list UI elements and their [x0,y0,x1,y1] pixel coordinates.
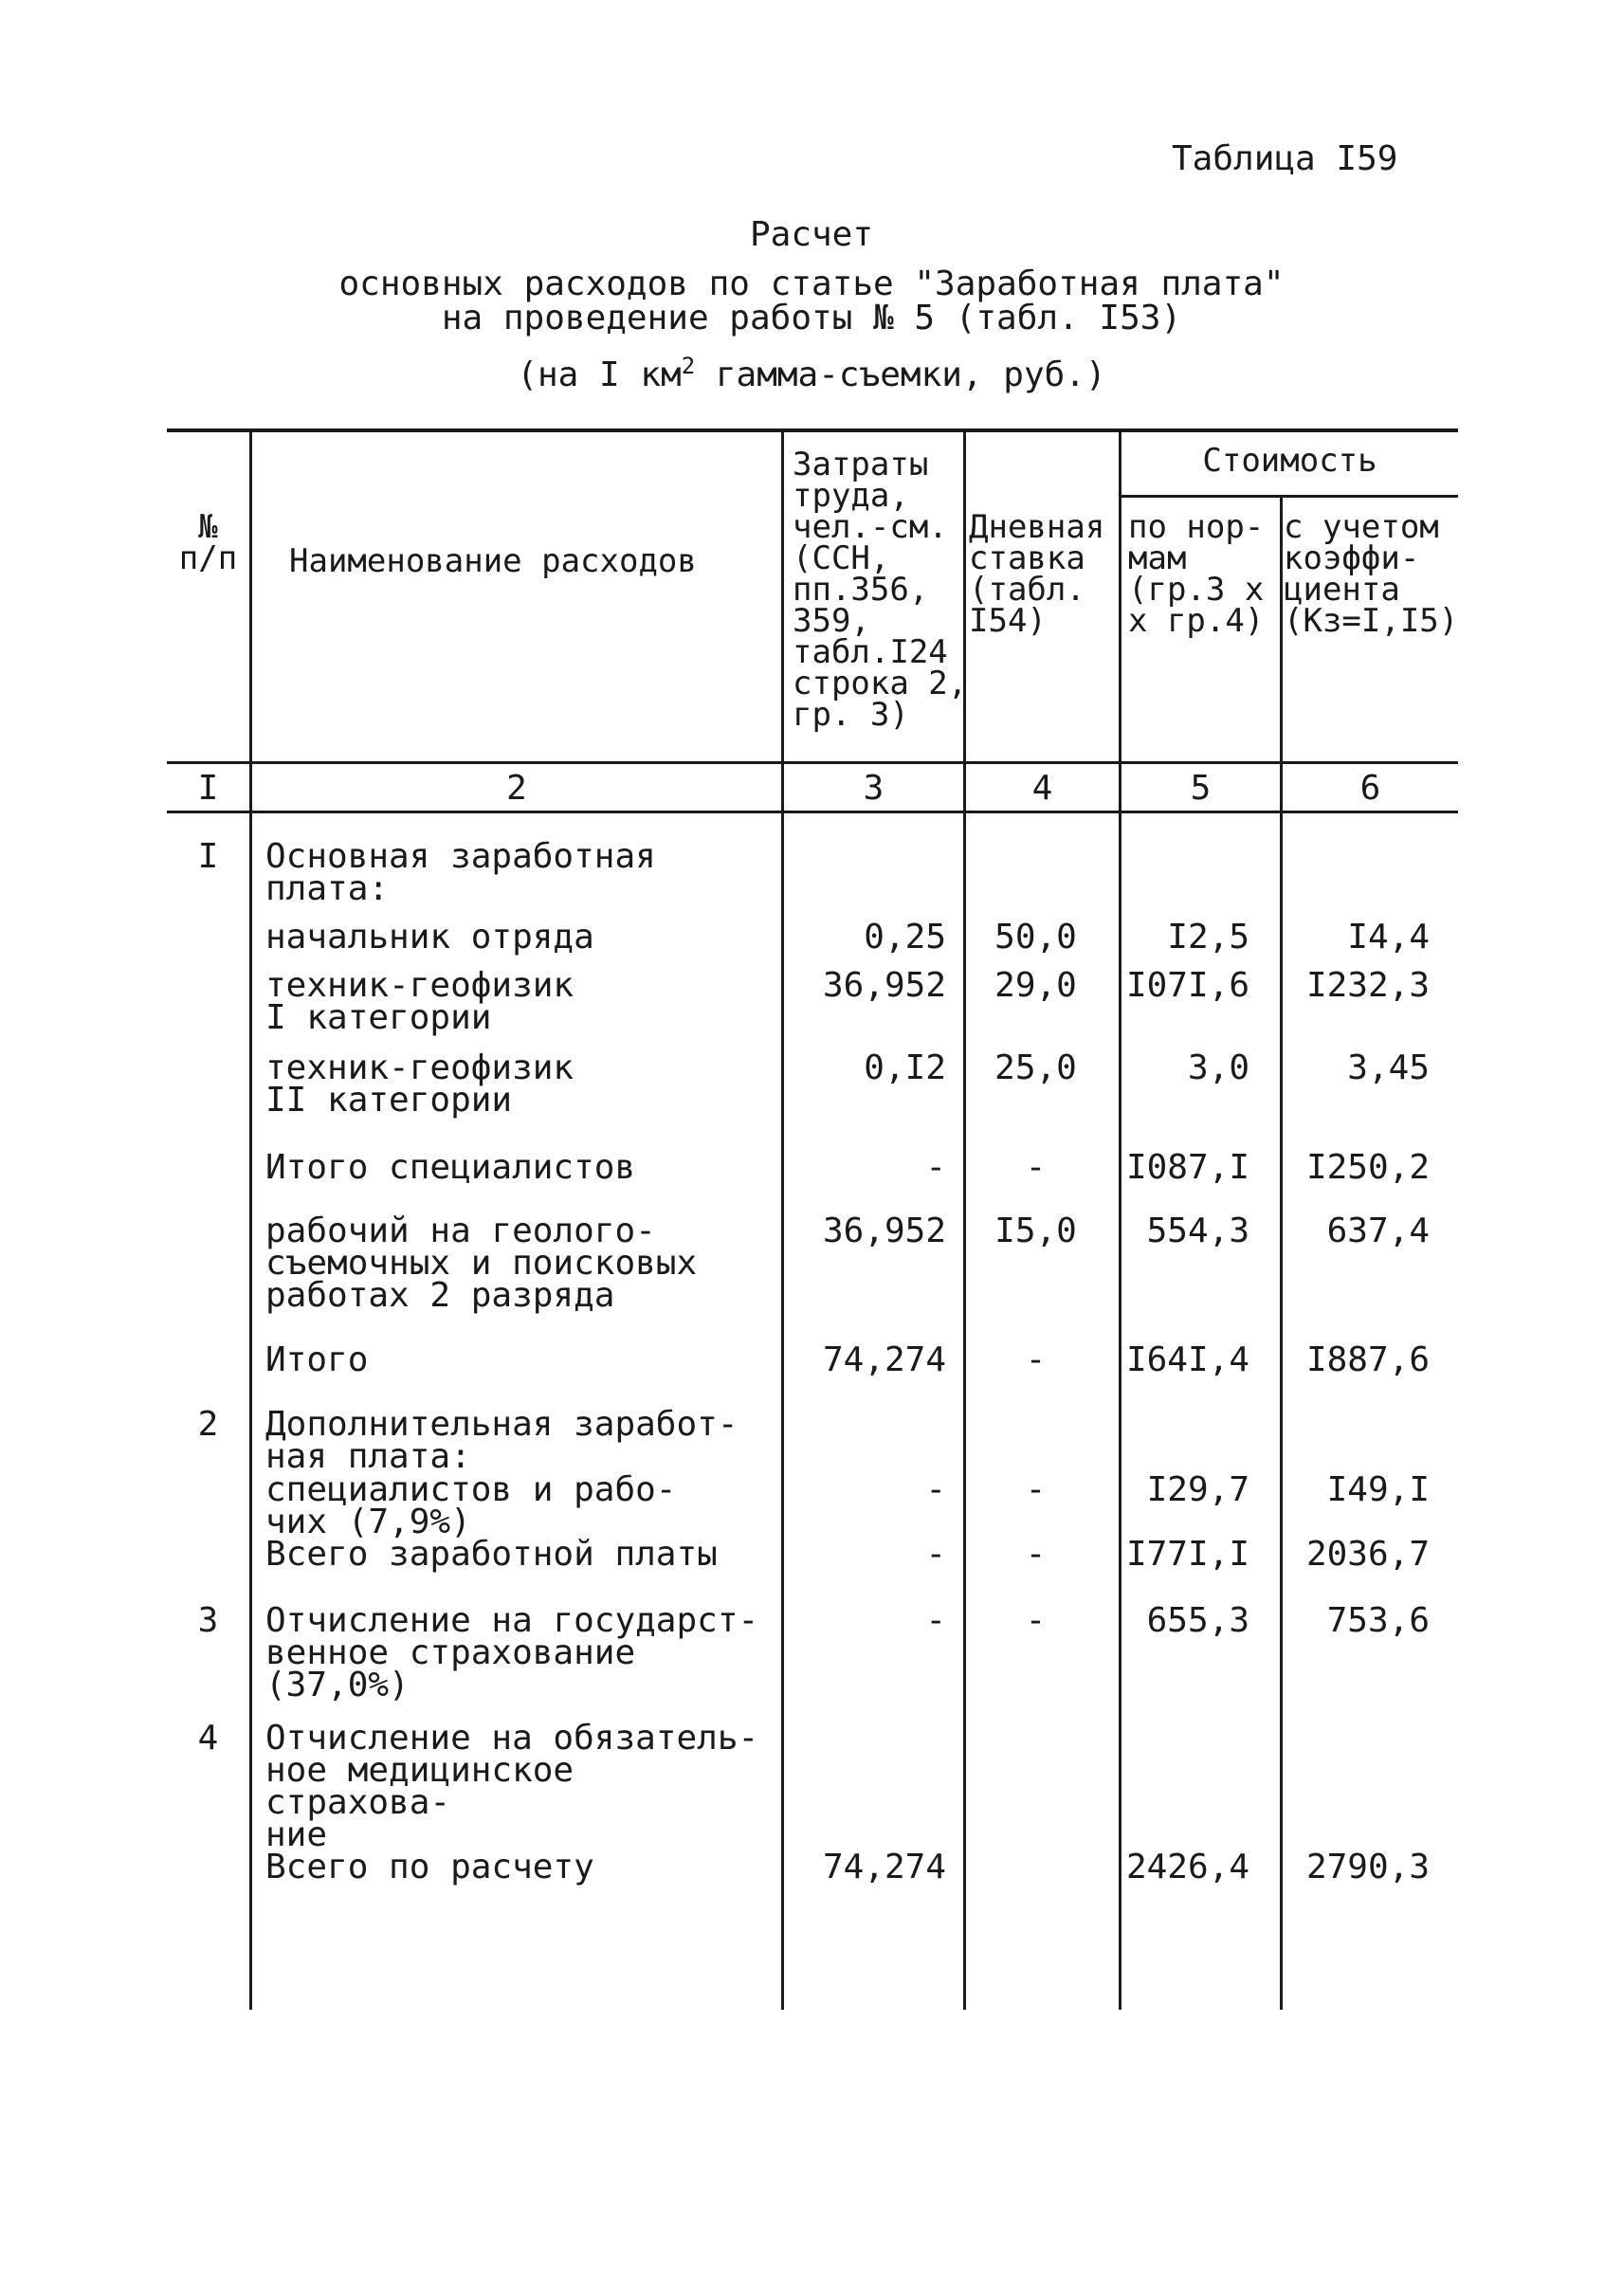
cell-coef: I887,6 [1305,1340,1430,1379]
cell-name: Итого [265,1340,369,1379]
cell-name: Отчисление на государст- венное страхование (37,0%) [265,1601,759,1704]
cell-norm: I07I,6 [1125,966,1249,1005]
cell-num: 4 [197,1719,219,1758]
cell-name: техник-геофизик II категории [265,1048,574,1120]
column-number-5: 5 [1190,769,1212,808]
cell-labor: - [925,1470,946,1509]
cell-rate: 25,0 [994,1048,1077,1087]
cell-name: Дополнительная заработ- ная плата: [265,1405,739,1476]
cell-coef: 637,4 [1326,1212,1430,1250]
cell-norm: 3,0 [1187,1048,1249,1087]
title-line-2: основных расходов по статье "Заработная плата" [338,264,1285,303]
col-header-rate: Дневная ставка (табл. I54) [969,508,1105,640]
cell-labor: 74,274 [822,1848,946,1886]
title-line-4 [0,347,1623,394]
cell-norm: I64I,4 [1125,1340,1249,1379]
col-header-cost-coef: с учетом коэффи- циента (Кз=I,I5) [1284,508,1459,640]
cell-coef: I4,4 [1347,918,1430,957]
cell-rate: - [1025,1340,1047,1379]
cell-norm: I087,I [1125,1148,1249,1187]
cell-coef: I232,3 [1305,966,1430,1005]
cell-name: специалистов и рабо- чих (7,9%) [265,1470,677,1541]
cell-norm: I77I,I [1125,1535,1249,1574]
cell-num: I [197,837,219,876]
rule-cost-group [1119,495,1458,498]
col-header-cost-group: Стоимость [1202,442,1377,480]
column-number-2: 2 [506,769,527,808]
cell-name: начальник отряда [265,918,594,957]
title-line-1: Расчет [749,215,874,254]
col-header-num: № п/п [178,508,238,577]
title-line-4-b: гамма-съемки, руб.) [695,355,1106,394]
title-line-4-a: (на I км [517,355,682,394]
cell-coef: 3,45 [1347,1048,1430,1087]
cell-coef: 2790,3 [1305,1848,1430,1886]
cell-name: Отчисление на обязатель- ное медицинское страхова- ние [265,1719,759,1854]
rule-top [167,428,1458,432]
cell-rate: - [1025,1148,1047,1187]
cell-rate: - [1025,1601,1047,1640]
cell-labor: 36,952 [822,966,946,1005]
cell-norm: 554,3 [1146,1212,1249,1250]
cell-name: Всего заработной платы [265,1535,718,1574]
cell-rate: - [1025,1535,1047,1574]
cell-norm: I2,5 [1167,918,1249,957]
cell-norm: I29,7 [1146,1470,1249,1509]
cell-rate: - [1025,1470,1047,1509]
cell-name: рабочий на геолого- съемочных и поисковых работах 2 разряда [265,1212,698,1315]
col-header-cost-norm: по нор- мам (гр.3 х х гр.4) [1128,508,1265,640]
vline-1 [249,428,252,2010]
col-header-name: Наименование расходов [289,542,697,580]
title-line-3: на проведение работы № 5 (табл. I53) [441,299,1182,337]
cell-labor: 74,274 [822,1340,946,1379]
cell-labor: - [925,1148,946,1187]
cell-num: 2 [197,1405,219,1444]
column-number-1: I [197,769,219,808]
cell-name: Всего по расчету [265,1848,594,1886]
cell-name: Основная заработная плата: [265,837,656,908]
cell-labor: - [925,1535,946,1574]
column-number-4: 4 [1031,769,1053,808]
rule-colnum-bottom [167,811,1458,813]
col-header-labor: Затраты труда, чел.-см. (ССН, пп.356, 359, табл.I24 строка 2, гр. 3) [793,446,968,734]
cell-rate: 50,0 [994,918,1077,957]
cell-rate: 29,0 [994,966,1077,1005]
rule-header-bottom [167,761,1458,764]
cell-name: Итого специалистов [265,1148,636,1187]
cell-coef: 753,6 [1326,1601,1430,1640]
cell-labor: 0,25 [864,918,946,957]
title-line-4-sup: 2 [681,353,696,379]
cell-coef: I250,2 [1305,1148,1430,1187]
cell-labor: - [925,1601,946,1640]
cell-num: 3 [197,1601,219,1640]
cell-labor: 0,I2 [864,1048,946,1087]
cell-norm: 655,3 [1146,1601,1249,1640]
column-number-3: 3 [863,769,884,808]
vline-5 [1280,495,1283,2010]
cell-name: техник-геофизик I категории [265,966,574,1037]
vline-2 [781,428,784,2010]
cell-labor: 36,952 [822,1212,946,1250]
column-number-6: 6 [1359,769,1381,808]
cell-coef: I49,I [1326,1470,1430,1509]
table-number: Таблица I59 [1172,139,1398,178]
cell-norm: 2426,4 [1125,1848,1249,1886]
cell-coef: 2036,7 [1305,1535,1430,1574]
cell-rate: I5,0 [994,1212,1077,1250]
